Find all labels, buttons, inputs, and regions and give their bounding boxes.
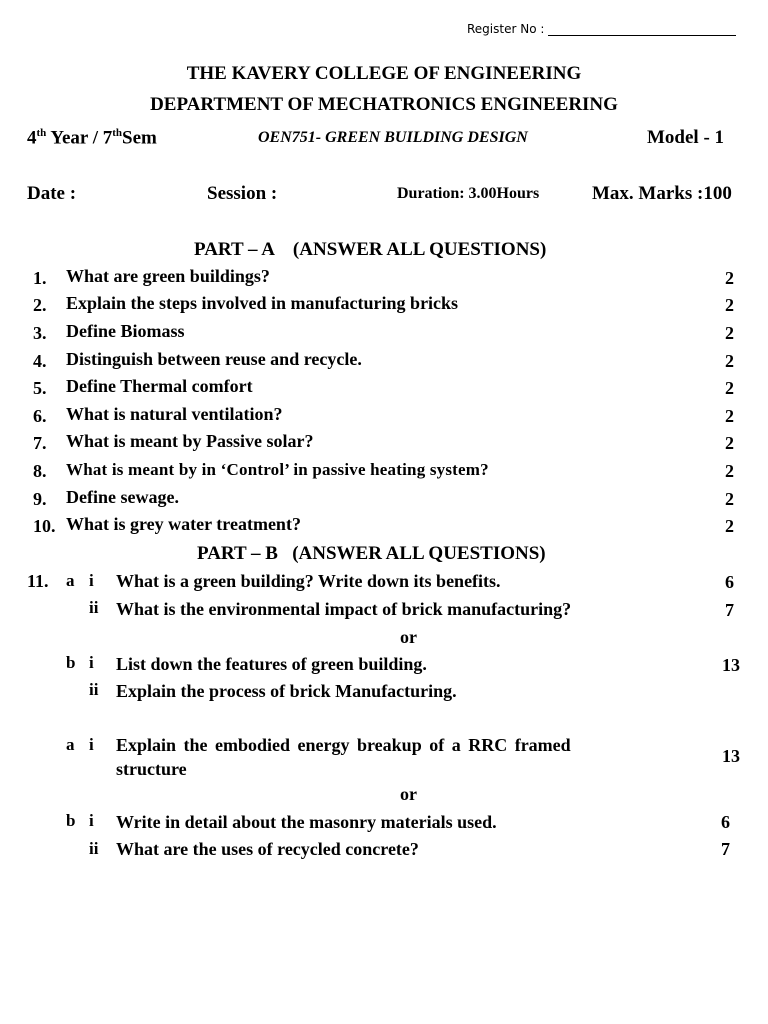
question-number: 7. (33, 433, 47, 453)
register-blank-line (548, 23, 736, 36)
question-number: 8. (33, 461, 47, 481)
sub-question-text: What are the uses of recycled concrete? (116, 839, 419, 859)
question-number: 2. (33, 295, 47, 315)
question-text: What is meant by Passive solar? (66, 431, 314, 451)
sub-question-roman: ii (89, 839, 99, 858)
duration-label: Duration: 3.00Hours (397, 185, 540, 202)
question-number: 3. (33, 323, 47, 343)
or-divider: or (400, 627, 417, 647)
sub-question-text: Explain the process of brick Manufacturing. (116, 681, 457, 701)
option-b-label: b (66, 811, 76, 830)
sub-question-text: What is the environmental impact of brick manufacturing? (116, 599, 572, 619)
option-a-label: a (66, 571, 75, 590)
question-number: 4. (33, 351, 47, 371)
college-name: THE KAVERY COLLEGE OF ENGINEERING (186, 63, 582, 84)
sub-question-text: Explain the embodied energy breakup of a RRC framed (116, 735, 571, 755)
register-label: Register No : (467, 22, 545, 36)
question-marks: 2 (725, 516, 734, 536)
question-text: What is meant by in ‘Control’ in passive heating system? (66, 460, 489, 479)
or-divider: or (400, 784, 417, 804)
question-number: 11. (27, 571, 49, 591)
question-text: Define Thermal comfort (66, 376, 253, 396)
sub-question-text: What is a green building? Write down its benefits. (116, 571, 501, 591)
sub-question-text-continued: structure (116, 759, 187, 779)
question-marks: 2 (725, 433, 734, 453)
question-text: What is grey water treatment? (66, 514, 301, 534)
option-b-label: b (66, 653, 76, 672)
sub-question-roman: i (89, 735, 94, 754)
sub-question-text: List down the features of green building. (116, 654, 427, 674)
question-text: Explain the steps involved in manufacturing bricks (66, 293, 459, 313)
sub-question-roman: i (89, 811, 94, 830)
question-marks: 2 (725, 378, 734, 398)
max-marks-label: Max. Marks :100 (592, 183, 732, 204)
sub-question-marks: 6 (725, 572, 734, 592)
question-number: 5. (33, 378, 47, 398)
session-label: Session : (207, 183, 278, 204)
sub-question-text: Write in detail about the masonry materials used. (116, 812, 497, 832)
sub-question-roman: i (89, 571, 94, 590)
part-b-title: PART – B (ANSWER ALL QUESTIONS) (197, 543, 546, 564)
question-marks: 2 (725, 406, 734, 426)
question-marks: 2 (725, 323, 734, 343)
model-label: Model - 1 (647, 127, 725, 148)
sub-question-roman: ii (89, 598, 99, 617)
question-number: 9. (33, 489, 47, 509)
question-marks: 2 (725, 351, 734, 371)
question-text: Distinguish between reuse and recycle. (66, 349, 362, 369)
question-text: Define Biomass (66, 321, 185, 341)
sub-question-marks: 13 (722, 746, 740, 766)
year-semester: 4th Year / 7thSem (27, 127, 157, 149)
question-text: Define sewage. (66, 487, 179, 507)
question-number: 6. (33, 406, 47, 426)
option-a-label: a (66, 735, 75, 754)
question-marks: 2 (725, 268, 734, 288)
sub-question-marks: 6 (721, 812, 730, 832)
sub-question-roman: ii (89, 680, 99, 699)
department-name: DEPARTMENT OF MECHATRONICS ENGINEERING (150, 94, 618, 115)
question-number: 1. (33, 268, 47, 288)
question-marks: 2 (725, 295, 734, 315)
question-text: What is natural ventilation? (66, 404, 283, 424)
date-label: Date : (27, 183, 77, 204)
course-title: OEN751- GREEN BUILDING DESIGN (258, 129, 528, 146)
part-a-title: PART – A (ANSWER ALL QUESTIONS) (194, 239, 547, 260)
sub-question-marks: 13 (722, 655, 740, 675)
question-number: 10. (33, 516, 56, 536)
question-marks: 2 (725, 461, 734, 481)
question-marks: 2 (725, 489, 734, 509)
sub-question-marks: 7 (721, 839, 730, 859)
sub-question-marks: 7 (725, 600, 734, 620)
question-text: What are green buildings? (66, 266, 270, 286)
register-number-field (467, 22, 736, 36)
sub-question-roman: i (89, 653, 94, 672)
